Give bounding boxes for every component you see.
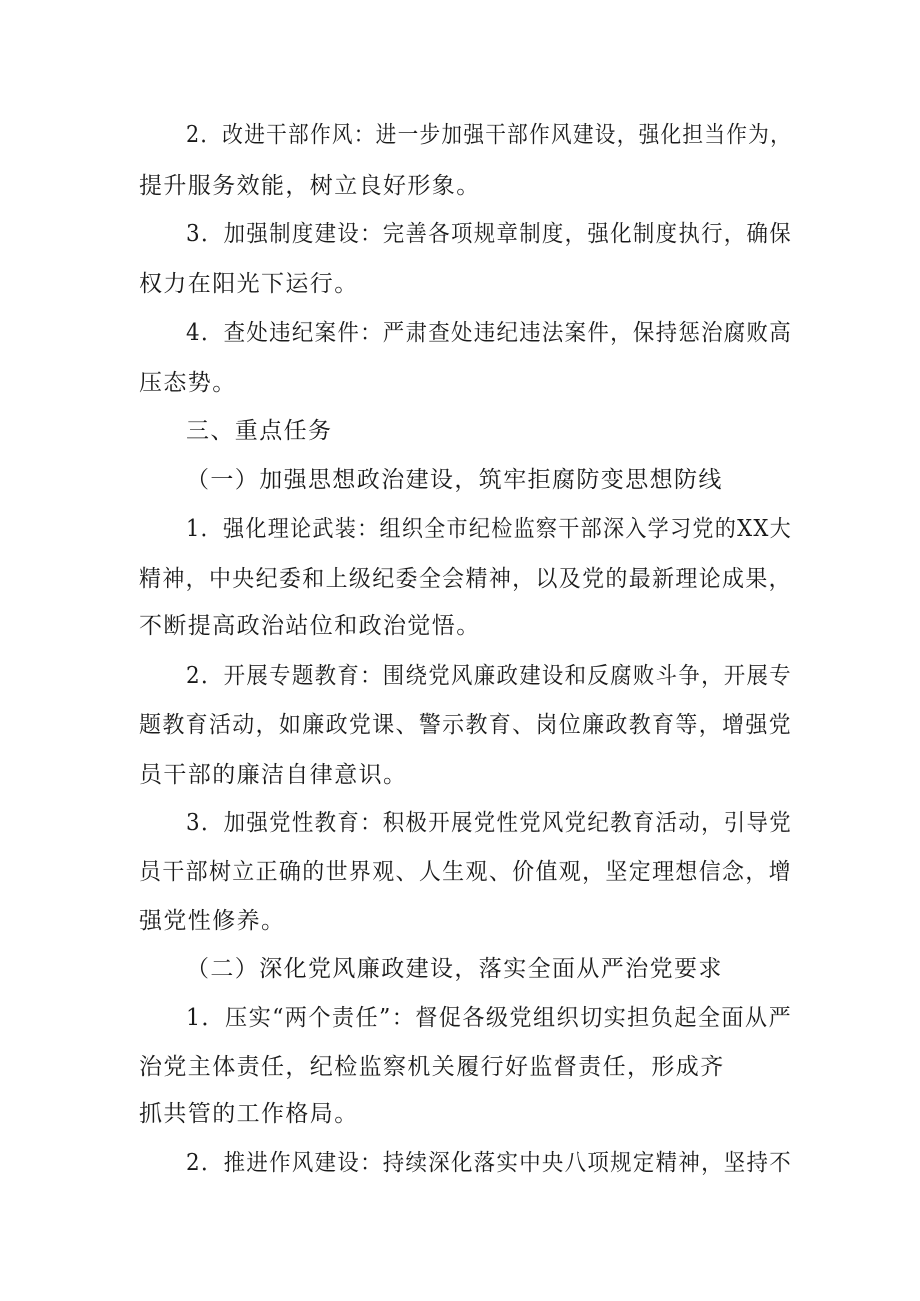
text-line: 提升服务效能，树立良好形象。 [139, 173, 481, 199]
text-line: 压态势。 [139, 370, 237, 396]
text-line: 2．开展专题教育：围绕党风廉政建设和反腐败斗争，开展专 [186, 663, 792, 689]
text-line: 3．加强党性教育：积极开展党性党风党纪教育活动，引导党 [186, 810, 792, 836]
text-line: 员干部的廉洁自律意识。 [139, 762, 408, 788]
text-line: 强党性修养。 [139, 908, 286, 934]
text-line: 1．强化理论武装：组织全市纪检监察干部深入学习党的XX大 [186, 516, 792, 542]
text-line: 1．压实“两个责任”：督促各级党组织切实担负起全面从严 [186, 1005, 792, 1031]
section-heading: 三、重点任务 [186, 418, 333, 444]
text-line: 员干部树立正确的世界观、人生观、价值观，坚定理想信念，增 [139, 859, 792, 885]
text-line: 2．改进干部作风：进一步加强干部作风建设，强化担当作为， [186, 122, 792, 148]
subsection-heading: （一）加强思想政治建设，筑牢拒腐防变思想防线 [186, 467, 723, 493]
text-line: 2．推进作风建设：持续深化落实中央八项规定精神，坚持不 [186, 1150, 792, 1176]
text-line: 权力在阳光下运行。 [139, 271, 359, 297]
text-line: 不断提高政治站位和政治觉悟。 [139, 613, 481, 639]
subsection-heading: （二）深化党风廉政建设，落实全面从严治党要求 [186, 956, 723, 982]
text-line: 抓共管的工作格局。 [139, 1101, 359, 1127]
text-line: 治党主体责任，纪检监察机关履行好监督责任，形成齐 [139, 1054, 725, 1080]
text-line: 3．加强制度建设：完善各项规章制度，强化制度执行，确保 [186, 221, 792, 247]
text-line: 精神，中央纪委和上级纪委全会精神，以及党的最新理论成果， [139, 566, 792, 592]
text-line: 4．查处违纪案件：严肃查处违纪违法案件，保持惩治腐败高 [186, 320, 792, 346]
text-line: 题教育活动，如廉政党课、警示教育、岗位廉政教育等，增强党 [139, 712, 792, 738]
